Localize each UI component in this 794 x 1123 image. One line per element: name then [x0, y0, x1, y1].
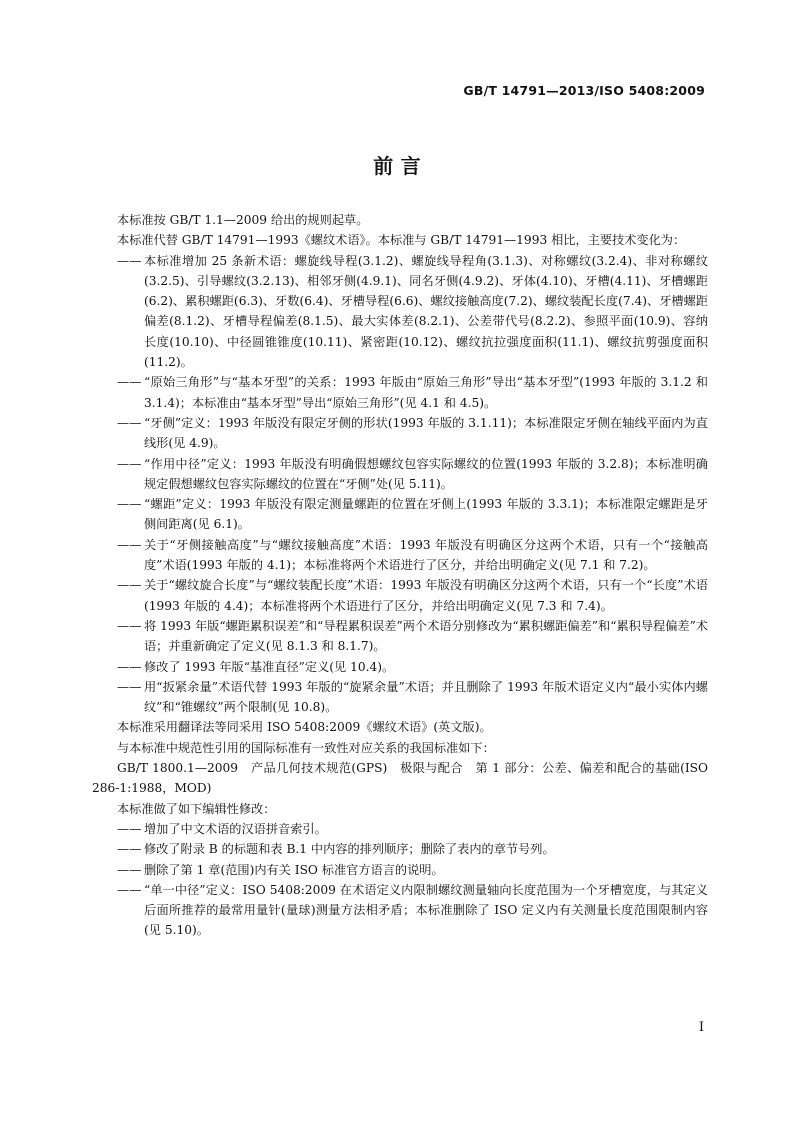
page-number: I	[698, 1020, 704, 1035]
dash-bullet: ——	[117, 375, 142, 390]
foreword-body	[92, 210, 708, 941]
list-item	[92, 677, 708, 718]
list-item-text: “单一中径”定义：ISO 5408:2009 在术语定义内限制螺纹测量轴向长度范围为一个牙槽宽度，与其定义后面所推荐的最常用量针(量球)测量方法相矛盾；本标准删除了 ISO 定义内有关测量长度范围限制内容(见 5.10)。	[144, 882, 708, 938]
dash-bullet: ——	[117, 415, 142, 430]
intro-paragraph-2: 本标准代替 GB/T 14791—1993《螺纹术语》。本标准与 GB/T 14791—1993 相比，主要技术变化为：	[117, 233, 686, 248]
list-item	[92, 819, 708, 839]
list-item-text: 本标准增加 25 条新术语：螺旋线导程(3.1.2)、螺旋线导程角(3.1.3)、对称螺纹(3.2.4)、非对称螺纹(3.2.5)、引导螺纹(3.2.13)、相邻牙侧(4.9.1)、同名牙侧(4.9.2)、牙体(4.10)、牙槽(4.11)、牙槽螺距(6.2)、累积螺距(6.3)、牙数(6.4)、牙槽导程(6.6)、螺纹接触高度(7.2)、螺纹装配长度(7.4)、牙槽螺距偏差(8.1.2)、牙槽导程偏差(8.1.5)、最大实体差(8.2.1)、公差带代号(8.2.2)、参照平面(10.9)、容纳长度(10.10)、中径圆锥锥度(10.11)、紧密距(10.12)、螺纹抗拉强度面积(11.1)、螺纹抗剪强度面积(11.2)。	[144, 253, 708, 370]
editorial-changes-list	[92, 819, 708, 941]
normative-reference: GB/T 1800.1—2009 产品几何技术规范(GPS) 极限与配合 第 1 部分：公差、偏差和配合的基础(ISO 286-1:1988，MOD)	[92, 761, 708, 796]
list-item	[92, 575, 708, 616]
list-item-text: “原始三角形”与“基本牙型”的关系：1993 年版由“原始三角形”导出“基本牙型”(1993 年版的 3.1.2 和 3.1.4)；本标准由“基本牙型”导出“原始三角形”(见 4.1 和 4.5)。	[144, 375, 708, 410]
adoption-paragraph: 本标准采用翻译法等同采用 ISO 5408:2009《螺纹术语》(英文版)。	[117, 720, 492, 735]
list-item	[92, 839, 708, 859]
list-item	[92, 413, 708, 454]
list-item	[92, 616, 708, 657]
dash-bullet: ——	[117, 537, 142, 552]
list-item-text: 关于“牙侧接触高度”与“螺纹接触高度”术语：1993 年版没有明确区分这两个术语，只有一个“接触高度”术语(1993 年版的 4.1)；本标准将两个术语进行了区分，并给出明确定义(见 7.1 和 7.2)。	[144, 537, 708, 573]
dash-bullet: ——	[117, 821, 142, 836]
intro-paragraph-1: 本标准按 GB/T 1.1—2009 给出的规则起草。	[117, 213, 369, 227]
list-item	[92, 494, 708, 535]
dash-bullet: ——	[117, 862, 142, 877]
dash-bullet: ——	[117, 456, 142, 471]
list-item-text: 修改了 1993 年版“基准直径”定义(见 10.4)。	[144, 659, 395, 674]
list-item-text: 删除了第 1 章(范围)内有关 ISO 标准官方语言的说明。	[144, 862, 444, 877]
dash-bullet: ——	[117, 253, 142, 268]
list-item	[92, 372, 708, 413]
dash-bullet: ——	[117, 679, 142, 694]
list-item-text: 增加了中文术语的汉语拼音索引。	[144, 821, 327, 836]
list-item	[92, 880, 708, 941]
list-item	[92, 535, 708, 576]
list-item	[92, 454, 708, 495]
page-title: 前 言	[373, 154, 421, 178]
technical-changes-list	[92, 251, 708, 718]
editorial-intro: 本标准做了如下编辑性修改：	[117, 801, 276, 816]
list-item-text: “作用中径”定义：1993 年版没有明确假想螺纹包容实际螺纹的位置(1993 年版的 3.2.8)；本标准明确规定假想螺纹包容实际螺纹的位置在“牙侧”处(见 5.11)。	[144, 456, 708, 491]
list-item-text: 用“扳紧余量”术语代替 1993 年版的“旋紧余量”术语；并且删除了 1993 年版术语定义内“最小实体内螺纹”和“锥螺纹”两个限制(见 10.8)。	[144, 679, 708, 715]
dash-bullet: ——	[117, 578, 142, 593]
dash-bullet: ——	[117, 842, 142, 857]
list-item-text: 关于“螺纹旋合长度”与“螺纹装配长度”术语：1993 年版没有明确区分这两个术语，只有一个“长度”术语(1993 年版的 4.4)；本标准将两个术语进行了区分，并给出明确定义(见 7.3 和 7.4)。	[144, 578, 708, 613]
dash-bullet: ——	[117, 659, 142, 674]
list-item-text: “牙侧”定义：1993 年版没有限定牙侧的形状(1993 年版的 3.1.11)；本标准限定牙侧在轴线平面内为直线形(见 4.9)。	[144, 415, 708, 451]
list-item-text: 将 1993 年版“螺距累积误差”和“导程累积误差”两个术语分别修改为“累积螺距偏差”和“累积导程偏差”术语；并重新确定了定义(见 8.1.3 和 8.1.7)。	[144, 618, 708, 654]
list-item	[92, 860, 708, 880]
list-item	[92, 657, 708, 677]
list-item-text: 修改了附录 B 的标题和表 B.1 中内容的排列顺序；删除了表内的章节号列。	[144, 842, 555, 857]
list-item	[92, 251, 708, 373]
correspondence-paragraph: 与本标准中规范性引用的国际标准有一致性对应关系的我国标准如下：	[117, 740, 495, 755]
dash-bullet: ——	[117, 497, 142, 512]
list-item-text: “螺距”定义：1993 年版没有限定测量螺距的位置在牙侧上(1993 年版的 3.3.1)；本标准限定螺距是牙侧间距离(见 6.1)。	[144, 497, 708, 532]
dash-bullet: ——	[117, 882, 142, 897]
standard-code: GB/T 14791—2013/ISO 5408:2009	[463, 83, 705, 98]
dash-bullet: ——	[117, 618, 142, 633]
